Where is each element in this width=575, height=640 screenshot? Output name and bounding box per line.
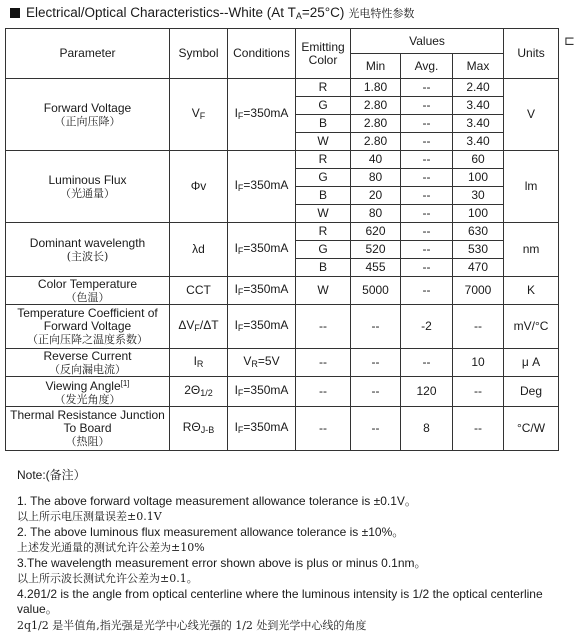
max-cell: 100 — [453, 169, 504, 187]
param-temp-coefficient — [6, 305, 170, 349]
param-name-cn: （光通量） — [60, 186, 115, 200]
max-cell: 3.40 — [453, 133, 504, 151]
header-avg: Avg. — [401, 54, 453, 79]
param-dominant-wavelength — [6, 223, 170, 277]
conditions-cell: $I_F=350mA$ — [228, 79, 296, 151]
color-cell: W — [296, 277, 351, 305]
symbol-cell: $\Delta V_F/\Delta T$ — [170, 305, 228, 349]
avg-cell: -- — [401, 241, 453, 259]
unit-cell: K — [504, 277, 559, 305]
min-cell: 455 — [351, 259, 401, 277]
min-cell: 2.80 — [351, 115, 401, 133]
avg-cell: -- — [401, 169, 453, 187]
param-color-temperature — [6, 277, 170, 305]
min-cell: 40 — [351, 151, 401, 169]
square-bullet-icon — [10, 8, 20, 18]
unit-cell: μ A — [504, 349, 559, 377]
param-name: Viewing Angle — [45, 379, 121, 393]
note-1: 1. The above forward voltage measurement allowance tolerance is ±0.1V。 — [17, 493, 417, 508]
table-row — [6, 151, 559, 169]
header-units: Units — [504, 29, 559, 79]
unit-cell: nm — [504, 223, 559, 277]
table-row — [6, 407, 559, 451]
symbol-cell: $2\Theta_{1/2}$ — [170, 377, 228, 407]
min-cell: -- — [351, 305, 401, 349]
min-cell: 2.80 — [351, 133, 401, 151]
note-3: 3.The wavelength measurement error shown above is plus or minus 0.1nm。 — [17, 555, 427, 570]
max-cell: 2.40 — [453, 79, 504, 97]
symbol-cell: Φv — [170, 151, 228, 223]
min-cell: 520 — [351, 241, 401, 259]
color-cell: R — [296, 223, 351, 241]
note-2: 2. The above luminous flux measurement allowance tolerance is ±10%。 — [17, 524, 405, 539]
param-name-cn: （正向压降之温度系数） — [27, 333, 148, 346]
param-name-cn: （色温） — [65, 290, 110, 304]
param-luminous-flux — [6, 151, 170, 223]
header-conditions: Conditions — [228, 29, 296, 79]
header-max: Max — [453, 54, 504, 79]
param-name-line2: Forward Voltage — [43, 319, 132, 333]
color-cell: R — [296, 151, 351, 169]
max-cell: -- — [453, 305, 504, 349]
color-cell: G — [296, 97, 351, 115]
param-name-cn: （热阻） — [65, 435, 110, 448]
header-emitting-color: Emitting Color — [296, 29, 351, 79]
header-parameter: Parameter — [6, 29, 170, 79]
max-cell: 470 — [453, 259, 504, 277]
max-cell: 7000 — [453, 277, 504, 305]
color-cell: W — [296, 133, 351, 151]
min-cell: -- — [351, 349, 401, 377]
param-name-cn: （正向压降） — [54, 114, 121, 128]
color-cell: G — [296, 169, 351, 187]
conditions-cell: $I_F=350mA$ — [228, 277, 296, 305]
note-3-cn: 以上所示波长测试允许公差为±0.1。 — [17, 572, 198, 585]
avg-cell: -2 — [401, 305, 453, 349]
avg-cell: -- — [401, 79, 453, 97]
title-cn: 光电特性参数 — [348, 7, 415, 20]
header-symbol: Symbol — [170, 29, 228, 79]
note-4-cn: 2q1/2 是半值角,指光强是光学中心线光强的 1/2 处到光学中心线的角度 — [17, 618, 367, 632]
color-cell: G — [296, 241, 351, 259]
avg-cell: -- — [401, 115, 453, 133]
color-cell: -- — [296, 305, 351, 349]
max-cell: 3.40 — [453, 115, 504, 133]
min-cell: 80 — [351, 205, 401, 223]
conditions-cell: $V_R=5V$ — [228, 349, 296, 377]
color-cell: B — [296, 259, 351, 277]
table-row — [6, 79, 559, 97]
param-name-cn: (主波长) — [66, 249, 109, 263]
table-row — [6, 377, 559, 407]
param-name-line1: Thermal Resistance Junction — [10, 408, 165, 422]
color-cell: W — [296, 205, 351, 223]
unit-cell: V — [504, 79, 559, 151]
max-cell: -- — [453, 407, 504, 451]
note-1-cn: 以上所示电压测量误差±0.1V — [17, 510, 162, 523]
avg-cell: -- — [401, 223, 453, 241]
symbol-cell: λd — [170, 223, 228, 277]
header-values: Values — [351, 29, 504, 54]
table-row — [6, 277, 559, 305]
unit-cell: °C/W — [504, 407, 559, 451]
avg-cell: -- — [401, 349, 453, 377]
avg-cell: 8 — [401, 407, 453, 451]
notes-heading: Note:(备注） — [17, 468, 86, 482]
min-cell: 1.80 — [351, 79, 401, 97]
avg-cell: -- — [401, 187, 453, 205]
param-viewing-angle — [6, 377, 170, 407]
color-cell: R — [296, 79, 351, 97]
param-name-line1: Temperature Coefficient of — [17, 306, 158, 320]
avg-cell: -- — [401, 277, 453, 305]
symbol-cell: CCT — [170, 277, 228, 305]
color-cell: -- — [296, 349, 351, 377]
characteristics-table — [5, 28, 559, 451]
color-cell: -- — [296, 377, 351, 407]
spacer — [17, 484, 562, 494]
unit-cell: mV/°C — [504, 305, 559, 349]
param-name: Reverse Current — [43, 348, 132, 363]
param-name-line2: To Board — [63, 421, 112, 435]
max-cell: 10 — [453, 349, 504, 377]
color-cell: B — [296, 187, 351, 205]
avg-cell: 120 — [401, 377, 453, 407]
symbol-cell: $I_R$ — [170, 349, 228, 377]
conditions-cell: $I_F=350mA$ — [228, 407, 296, 451]
avg-cell: -- — [401, 205, 453, 223]
conditions-cell: $I_F=350mA$ — [228, 305, 296, 349]
max-cell: 530 — [453, 241, 504, 259]
param-thermal-resistance — [6, 407, 170, 451]
param-name: Color Temperature — [37, 276, 138, 291]
symbol-cell: $R\Theta_{J-B}$ — [170, 407, 228, 451]
note-2-cn: 上述发光通量的测试允许公差为±10% — [17, 541, 205, 554]
color-cell: B — [296, 115, 351, 133]
min-cell: 80 — [351, 169, 401, 187]
section-title — [10, 4, 414, 22]
conditions-cell: $I_F=350mA$ — [228, 377, 296, 407]
min-cell: 620 — [351, 223, 401, 241]
header-row-1 — [6, 29, 559, 54]
max-cell: 60 — [453, 151, 504, 169]
max-cell: -- — [453, 377, 504, 407]
param-name: Forward Voltage — [43, 100, 132, 115]
title-tail: =25°C) — [301, 5, 345, 20]
max-cell: 630 — [453, 223, 504, 241]
unit-cell: lm — [504, 151, 559, 223]
param-name-cn: （反向漏电流） — [49, 362, 126, 376]
avg-cell: -- — [401, 97, 453, 115]
unit-cell: Deg — [504, 377, 559, 407]
color-cell: -- — [296, 407, 351, 451]
min-cell: -- — [351, 407, 401, 451]
param-reverse-current — [6, 349, 170, 377]
title-subscript: A — [295, 11, 302, 21]
avg-cell: -- — [401, 133, 453, 151]
param-name-cn: （发光角度） — [54, 393, 121, 406]
notes-section — [17, 468, 562, 633]
param-forward-voltage — [6, 79, 170, 151]
table-row — [6, 223, 559, 241]
param-name: Luminous Flux — [48, 172, 127, 187]
param-name: Dominant wavelength — [29, 235, 146, 250]
table-row — [6, 305, 559, 349]
symbol-cell: $V_F$ — [170, 79, 228, 151]
max-cell: 100 — [453, 205, 504, 223]
min-cell: 5000 — [351, 277, 401, 305]
max-cell: 30 — [453, 187, 504, 205]
max-cell: 3.40 — [453, 97, 504, 115]
min-cell: -- — [351, 377, 401, 407]
open-bracket-icon: ⊏ — [564, 33, 575, 48]
footnote-ref: [1] — [120, 379, 130, 388]
min-cell: 20 — [351, 187, 401, 205]
note-4: 4.2θ1/2 is the angle from optical centerline where the luminous intensity is 1/2 the optical centerline value。 — [17, 586, 543, 616]
conditions-cell: $I_F=350mA$ — [228, 151, 296, 223]
header-min: Min — [351, 54, 401, 79]
table-row — [6, 349, 559, 377]
conditions-cell: $I_F=350mA$ — [228, 223, 296, 277]
avg-cell: -- — [401, 259, 453, 277]
avg-cell: -- — [401, 151, 453, 169]
min-cell: 2.80 — [351, 97, 401, 115]
title-text: Electrical/Optical Characteristics--White (At T — [26, 5, 296, 20]
